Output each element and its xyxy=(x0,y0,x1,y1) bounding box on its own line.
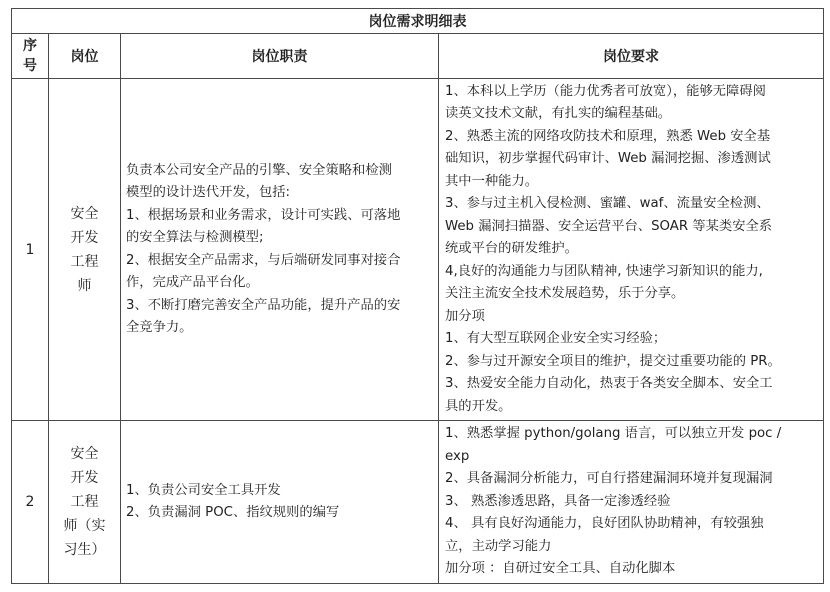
table-row xyxy=(12,79,824,421)
duty-line: 2、负责漏洞 POC、指纹规则的编写 xyxy=(126,505,340,520)
row-duties xyxy=(121,79,439,421)
position-line: 安全 xyxy=(70,446,99,462)
duty-line: 2、根据安全产品需求，与后端研发同事对接合 xyxy=(126,252,401,268)
header-index-char-1: 序 xyxy=(23,38,37,54)
requirement-line: 其中一种能力。 xyxy=(445,173,539,189)
duty-line: 负责本公司安全产品的引擎、安全策略和检测 xyxy=(126,162,392,178)
row-index: 1 xyxy=(12,79,49,421)
requirement-line: 2、熟悉主流的网络攻防技术和原理，熟悉 Web 安全基 xyxy=(445,128,771,144)
row-position xyxy=(49,79,121,421)
header-position: 岗位 xyxy=(49,34,121,79)
row-requirements xyxy=(439,79,824,421)
requirement-line: 3、热爱安全能力自动化，热衷于各类安全脚本、安全工 xyxy=(445,376,773,392)
position-line: 工程 xyxy=(70,253,99,270)
requirement-line: 3、 熟悉渗透思路，具备一定渗透经验 xyxy=(445,493,671,509)
header-index xyxy=(12,34,49,79)
duty-line: 1、根据场景和业务需求，设计可实践、可落地 xyxy=(126,207,401,223)
duty-line: 的安全算法与检测模型; xyxy=(126,230,264,245)
position-line: 安全 xyxy=(70,205,99,222)
duty-line: 全竞争力。 xyxy=(126,320,193,335)
header-duties: 岗位职责 xyxy=(121,34,439,79)
header-requirements: 岗位要求 xyxy=(439,34,824,79)
table-row xyxy=(12,421,824,584)
table-header-row xyxy=(12,34,824,79)
requirement-line: 1、有大型互联网企业安全实习经验； xyxy=(445,331,667,347)
requirement-line: 4,良好的沟通能力与团队精神, 快速学习新知识的能力, xyxy=(445,263,763,279)
requirement-line: 读英文技术文献，有扎实的编程基础。 xyxy=(445,106,672,122)
row-duties xyxy=(121,421,439,584)
requirement-line: 1、熟悉掌握 python/golang 语言，可以独立开发 poc / xyxy=(445,426,782,442)
requirement-line: 统或平台的研发维护。 xyxy=(445,241,578,257)
requirement-line: 加分项 ：自研过安全工具、自动化脚本 xyxy=(445,561,676,577)
requirement-line: 立，主动学习能力 xyxy=(445,538,552,554)
requirement-line: 具的开发。 xyxy=(445,398,512,414)
position-line: 工程 xyxy=(70,494,99,510)
row-position xyxy=(49,421,121,584)
duty-line: 模型的设计迭代开发，包括: xyxy=(126,185,291,200)
requirement-line: 3、参与过主机入侵检测、蜜罐、waf、流量安全检测、 xyxy=(445,196,770,212)
requirement-line: 加分项 xyxy=(445,308,485,324)
requirement-line: 1、本科以上学历（能力优秀者可放宽），能够无障碍阅 xyxy=(445,83,766,99)
duty-line: 作，完成产品平台化。 xyxy=(126,275,259,290)
position-line: 开发 xyxy=(70,470,99,486)
row-requirements xyxy=(439,421,824,584)
requirement-line: 础知识，初步掌握代码审计、Web 漏洞挖掘、渗透测试 xyxy=(445,151,771,167)
table-title: 岗位需求明细表 xyxy=(12,9,824,34)
position-requirements-table xyxy=(11,8,824,584)
requirement-line: 2、参与过开源安全项目的维护，提交过重要功能的 PR。 xyxy=(445,353,781,369)
position-line: 师（实 xyxy=(63,518,106,534)
duty-line: 1、负责公司安全工具开发 xyxy=(126,482,281,498)
header-index-char-2: 号 xyxy=(23,58,37,74)
requirement-line: exp xyxy=(445,448,470,464)
requirement-line: 4、 具有良好沟通能力，良好团队协助精神，有较强独 xyxy=(445,516,764,532)
position-line: 习生） xyxy=(63,542,106,558)
requirement-line: 2、具备漏洞分析能力，可自行搭建漏洞环境并复现漏洞 xyxy=(445,471,773,487)
position-line: 师 xyxy=(77,277,92,294)
duty-line: 3、不断打磨完善安全产品功能，提升产品的安 xyxy=(126,297,401,313)
position-line: 开发 xyxy=(70,229,99,246)
requirement-line: Web 漏洞扫描器、安全运营平台、SOAR 等某类安全系 xyxy=(445,218,773,234)
row-index: 2 xyxy=(12,421,49,584)
requirement-line: 关注主流安全技术发展趋势，乐于分享。 xyxy=(445,286,685,302)
